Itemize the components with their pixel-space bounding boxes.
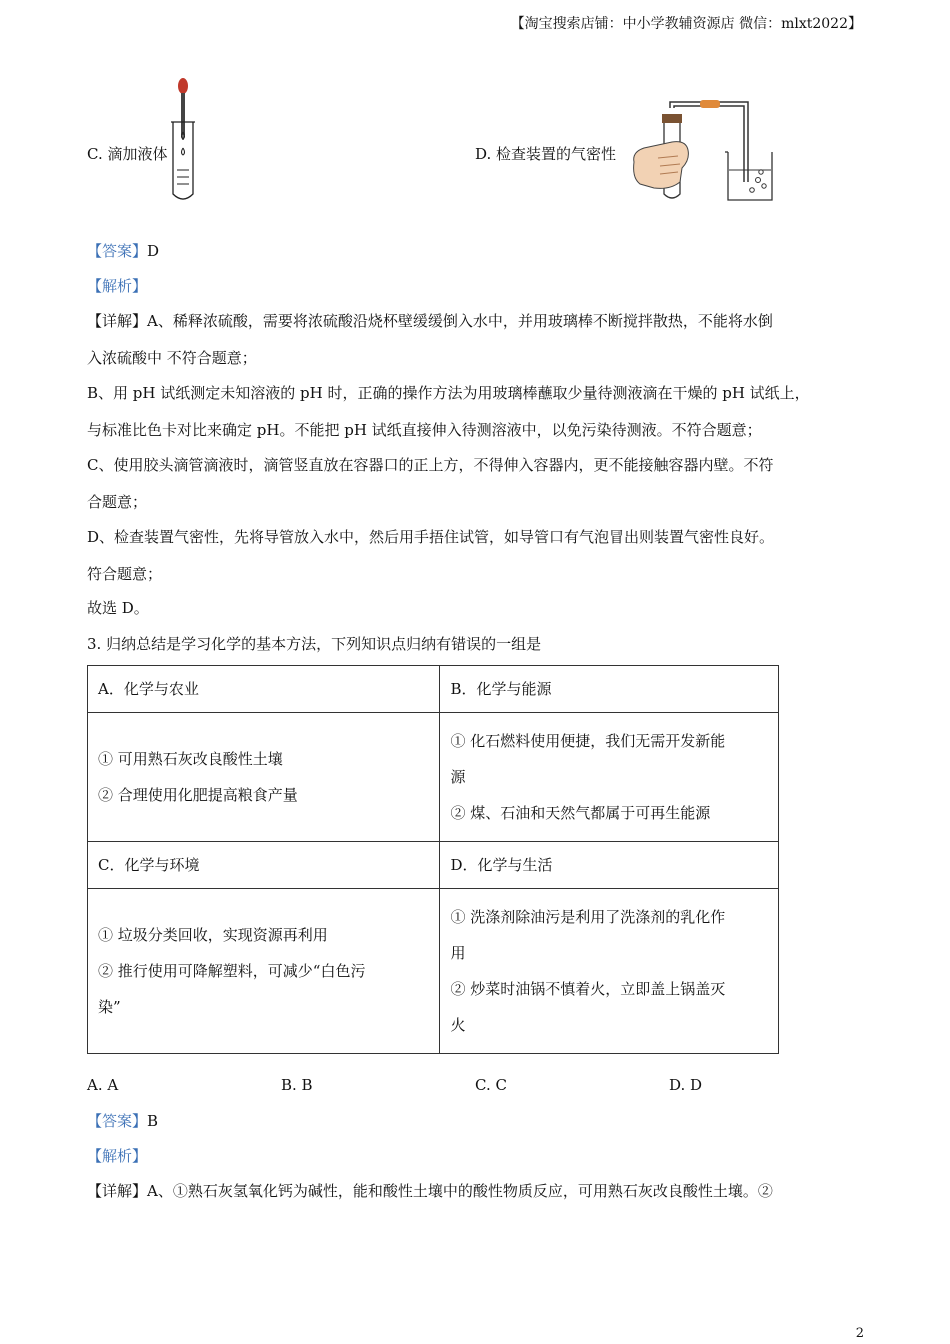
cell-c-item-1: ① 垃圾分类回收，实现资源再利用 bbox=[98, 926, 328, 944]
option-d-label: D. 检查装置的气密性 bbox=[475, 145, 617, 163]
q2-conclusion: 故选 D。 bbox=[87, 599, 149, 617]
q3-answer bbox=[87, 1111, 860, 1131]
q2-detail-b1: B、用 pH 试纸测定未知溶液的 pH 时，正确的操作方法为用玻璃棒蘸取少量待测液滴在干燥的 pH 试纸上， bbox=[87, 384, 810, 402]
cell-a-item-2: ② 合理使用化肥提高粮食产量 bbox=[98, 786, 298, 804]
answer-tag: 【答案】 bbox=[87, 242, 148, 260]
detail-text: A、稀释浓硫酸，需要将浓硫酸沿烧杯壁缓缓倒入水中，并用玻璃棒不断搅拌散热，不能将水倒 bbox=[147, 312, 773, 330]
detail-tag: 【详解】 bbox=[87, 312, 148, 330]
cell-d-item-1b: 用 bbox=[450, 944, 466, 962]
cell-b-item-2: ② 煤、石油和天然气都属于可再生能源 bbox=[450, 804, 711, 822]
cell-a-item-1: ① 可用熟石灰改良酸性土壤 bbox=[98, 750, 283, 768]
cell-c-item-2b: 染” bbox=[98, 998, 121, 1016]
detail-text: A、①熟石灰氢氧化钙为碱性，能和酸性土壤中的酸性物质反应，可用熟石灰改良酸性土壤。② bbox=[147, 1182, 773, 1200]
choice-d: D. D bbox=[669, 1076, 703, 1094]
q2-detail-d1: D、检查装置气密性，先将导管放入水中，然后用手捂住试管，如导管口有气泡冒出则装置气密性良好。 bbox=[87, 528, 775, 546]
cell-c-body bbox=[88, 889, 440, 1054]
choice-a: A. A bbox=[87, 1076, 119, 1094]
cell-b-head: B．化学与能源 bbox=[440, 666, 779, 713]
q2-detail-a2: 入浓硫酸中 不符合题意； bbox=[87, 349, 257, 367]
cell-c-item-2a: ② 推行使用可降解塑料，可减少“白色污 bbox=[98, 962, 366, 980]
q3-analysis-tag: 【解析】 bbox=[87, 1147, 148, 1165]
q3-detail-1 bbox=[87, 1181, 860, 1201]
q3-table bbox=[87, 665, 779, 1054]
q2-detail-a1 bbox=[87, 311, 860, 331]
dropper-illustration bbox=[168, 76, 198, 204]
cell-d-head: D．化学与生活 bbox=[440, 842, 779, 889]
cell-b-item-1b: 源 bbox=[450, 768, 466, 786]
detail-tag: 【详解】 bbox=[87, 1182, 148, 1200]
cell-d-item-2b: 火 bbox=[450, 1016, 466, 1034]
answer-value: D bbox=[147, 242, 160, 260]
q2-detail-c1: C、使用胶头滴管滴液时，滴管竖直放在容器口的正上方，不得伸入容器内，更不能接触容器内壁。不符 bbox=[87, 456, 774, 474]
cell-a-body bbox=[88, 713, 440, 842]
cell-c-head: C．化学与环境 bbox=[88, 842, 440, 889]
cell-d-body bbox=[440, 889, 779, 1054]
page-header: 【淘宝搜索店铺：中小学教辅资源店 微信：mlxt2022】 bbox=[510, 16, 862, 32]
airtightness-check-illustration bbox=[630, 96, 776, 204]
choice-c: C. C bbox=[475, 1076, 507, 1094]
choice-b: B. B bbox=[281, 1076, 313, 1094]
q2-analysis-tag: 【解析】 bbox=[87, 277, 148, 295]
page-number: 2 bbox=[855, 1326, 864, 1341]
cell-b-body bbox=[440, 713, 779, 842]
option-c-label: C. 滴加液体 bbox=[87, 145, 168, 163]
cell-d-item-2a: ② 炒菜时油锅不慎着火，立即盖上锅盖灭 bbox=[450, 980, 726, 998]
q2-detail-d2: 符合题意； bbox=[87, 565, 163, 583]
q2-detail-c2: 合题意； bbox=[87, 493, 148, 511]
answer-value: B bbox=[147, 1112, 159, 1130]
q3-stem: 3. 归纳总结是学习化学的基本方法，下列知识点归纳有错误的一组是 bbox=[87, 635, 542, 653]
cell-a-head: A．化学与农业 bbox=[88, 666, 440, 713]
q2-detail-b2: 与标准比色卡对比来确定 pH。不能把 pH 试纸直接伸入待测溶液中，以免污染待测液。不符合题意； bbox=[87, 421, 762, 439]
cell-b-item-1a: ① 化石燃料使用便捷，我们无需开发新能 bbox=[450, 732, 726, 750]
answer-tag: 【答案】 bbox=[87, 1112, 148, 1130]
cell-d-item-1a: ① 洗涤剂除油污是利用了洗涤剂的乳化作 bbox=[450, 908, 726, 926]
q2-answer bbox=[87, 241, 860, 261]
